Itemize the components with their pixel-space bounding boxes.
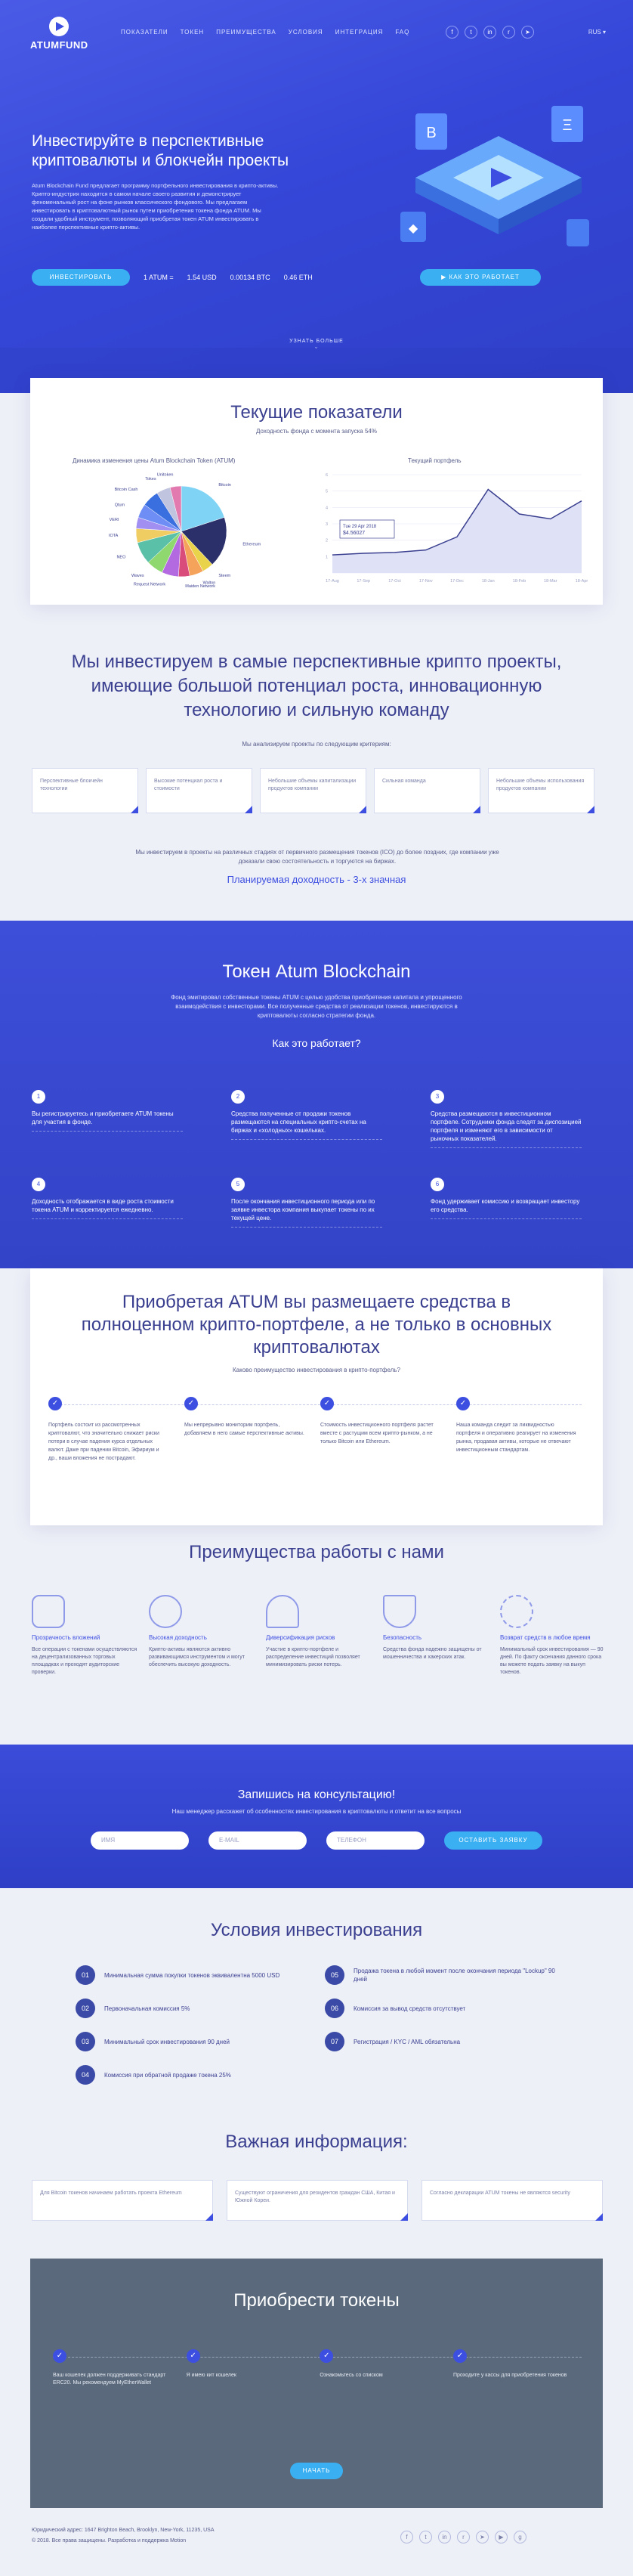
- how-it-works-button[interactable]: ▶ КАК ЭТО РАБОТАЕТ: [420, 269, 541, 286]
- criteria-card: Сильная команда: [374, 768, 480, 813]
- portfolio-card: [30, 1268, 603, 1525]
- portfolio-title: Приобретая ATUM вы размещаете средства в полноценном крипто-портфеле, а не только в основных криптовалютах: [81, 1292, 552, 1358]
- advantage-item: Прозрачность вложений Все операции с токенами осуществляются на децентрализованных торговых площадках и проходят аудиторские проверки.: [32, 1595, 137, 1677]
- step-6: 6 Фонд удерживает комиссию и возвращает инвестору его средства.: [431, 1178, 582, 1219]
- check-icon: ✓: [320, 1397, 334, 1410]
- invest-text: Мы инвестируем в проекты на различных стадиях от первичного размещения токенов (ICO) до более поздних, где компании уже доказали свою состоятельность и торгуются на биржах.: [135, 849, 499, 865]
- telegram-icon[interactable]: ➤: [476, 2531, 489, 2543]
- check-icon: ✓: [187, 2349, 200, 2363]
- pie-title: Динамика изменения цены Atum Blockchain Token (ATUM): [73, 457, 236, 464]
- criteria-card: Небольшие объемы капитализации продуктов компании: [260, 768, 366, 813]
- pie-label: Steem: [218, 573, 231, 578]
- check-icon: ✓: [453, 2349, 467, 2363]
- conditions-section: [0, 1920, 633, 2116]
- consult-subtitle: Наш менеджер расскажет об особенностях инвестирования в криптовалюты и ответит на все вопросы: [171, 1808, 462, 1815]
- pie-label: VERI: [109, 518, 119, 523]
- linkedin-icon[interactable]: in: [483, 26, 496, 39]
- consult-title: Запишись на консультацию!: [237, 1788, 396, 1801]
- condition-item: 03 Минимальный срок инвестирования 90 дней: [76, 2032, 317, 2051]
- phone-input[interactable]: ТЕЛЕФОН: [326, 1831, 425, 1850]
- bitcoin-icon: B: [426, 125, 437, 141]
- x-tick-label: 18-Jan: [481, 579, 495, 584]
- buy-title: Приобрести токены: [233, 2290, 400, 2311]
- email-input[interactable]: E-MAIL: [208, 1831, 307, 1850]
- x-tick-label: 17-Aug: [326, 579, 339, 584]
- invest-title: Мы инвестируем в самые перспективные крипто проекты, имеющие большой потенциал роста, инновационную технологию и сильную команду: [71, 652, 562, 720]
- advantage-item: Высокая доходность Крипто-активы являются активно развивающимся инструментом и могут обеспечить высокую доходность.: [149, 1595, 255, 1677]
- ethereum-icon: Ξ: [562, 117, 573, 134]
- benefit-item: ✓ Наша команда следит за ликвидностью портфеля и оперативно реагирует на изменения рынка, продавая активы, которые не отвечают инвестиционным стандартам.: [456, 1397, 577, 1463]
- step-3: 3 Средства размещаются в инвестиционном портфеле. Сотрудники фонда следят за диспозицией портфеля и изменяют его в зависимости от рыночных показателей.: [431, 1090, 582, 1148]
- buy-section: [30, 2259, 603, 2508]
- check-icon: ✓: [320, 2349, 333, 2363]
- social-links: [446, 26, 534, 39]
- line-title: Текущий портфель: [408, 457, 462, 464]
- x-tick-label: 17-Dec: [450, 579, 464, 584]
- nav-item-token[interactable]: ТОКЕН: [180, 29, 205, 36]
- important-section: [0, 2132, 633, 2245]
- buy-step: ✓ Ознакомьтесь со списком: [320, 2349, 448, 2387]
- planned-yield: Планируемая доходность - 3-х значная: [227, 874, 406, 885]
- reddit-icon[interactable]: r: [502, 26, 515, 39]
- coin-icon: ◆: [408, 222, 418, 235]
- main-nav: [121, 29, 409, 36]
- twitter-icon[interactable]: t: [419, 2531, 432, 2543]
- pie-label: Qtum: [114, 503, 125, 508]
- handshake-icon: [32, 1595, 65, 1628]
- important-item: Для Bitcoin токенов начинаем работать проекта Ethereum: [32, 2180, 213, 2221]
- step-2: 2 Средства полученные от продажи токенов размещаются на специальных крипто-счетах на биржах и «холодных» кошельках.: [231, 1090, 382, 1140]
- condition-item: 01 Минимальная сумма покупки токенов эквивалентна 5000 USD: [76, 1965, 317, 1985]
- portfolio-benefits: [48, 1397, 577, 1463]
- nav-item-conditions[interactable]: УСЛОВИЯ: [288, 29, 323, 36]
- y-tick-label: 5: [325, 489, 328, 494]
- y-tick-label: 4: [325, 506, 328, 511]
- pie-label: Unitoken: [156, 472, 174, 478]
- portfolio-subtitle: Каково преимущество инвестирования в крипто-портфель?: [233, 1367, 400, 1373]
- umbrella-icon: [266, 1595, 299, 1628]
- nav-item-faq[interactable]: FAQ: [395, 29, 410, 36]
- x-tick-label: 17-Nov: [418, 579, 433, 584]
- x-tick-label: 18-Feb: [512, 579, 526, 584]
- price-usd: 1.54 USD: [187, 274, 217, 281]
- moneybag-icon: [149, 1595, 182, 1628]
- pie-label: Waves: [131, 573, 144, 578]
- facebook-icon[interactable]: f: [446, 26, 459, 39]
- important-item: Существуют ограничения для резидентов граждан США, Китая и Южной Кореи.: [227, 2180, 408, 2221]
- logo[interactable]: ATUMFUND: [30, 17, 88, 51]
- invest-subtitle: Мы анализируем проекты по следующим критериям:: [242, 741, 391, 748]
- price-btc: 0.00134 BTC: [230, 274, 270, 281]
- reddit-icon[interactable]: r: [457, 2531, 470, 2543]
- conditions-title: Условия инвестирования: [210, 1920, 423, 1940]
- portfolio-pie-chart: [60, 467, 302, 596]
- x-tick-label: 18-Mar: [544, 579, 557, 584]
- pie-label: Walton: [202, 581, 216, 586]
- stats-card: [30, 378, 603, 605]
- price-eth: 0.46 ETH: [283, 274, 313, 281]
- nav-item-stats[interactable]: ПОКАЗАТЕЛИ: [121, 29, 168, 36]
- advantages-section: [0, 1542, 633, 1738]
- important-title: Важная информация:: [225, 2132, 408, 2152]
- pie-label: Bitcoin Cash: [114, 488, 138, 493]
- criteria-card: Высокие потенциал роста и стоимости: [146, 768, 252, 813]
- y-tick-label: 1: [325, 555, 328, 560]
- token-price: [144, 274, 313, 281]
- check-icon: ✓: [184, 1397, 198, 1410]
- check-icon: ✓: [456, 1397, 470, 1410]
- advantage-item: Диверсификация рисков Участие в крипто-портфеле и распределение инвестиций позволяет минимизировать риски потерь.: [266, 1595, 372, 1677]
- consultation-section: [0, 1745, 633, 1888]
- benefit-item: ✓ Портфель состоит из рассмотренных криптовалют, что значительно снижает риски потери в случае падения курса отдельных валют. Даже при падении Bitcoin, Эфириум и др., ваши вложения не пострадают.: [48, 1397, 169, 1463]
- footer-social: [400, 2531, 526, 2543]
- condition-item: 05 Продажа токена в любой момент после окончания периода "Lockup" 90 дней: [325, 1965, 567, 1985]
- advantage-item: Возврат средств в любое время Минимальный срок инвестирования — 90 дней. По факту окончания данного срока вы можете подать заявку на выкуп токенов.: [500, 1595, 606, 1677]
- hero-title: Инвестируйте в перспективные криптовалюты и блокчейн проекты: [32, 132, 289, 169]
- chevron-down-icon: ⌄: [313, 345, 320, 350]
- pie-label: NEO: [116, 555, 126, 560]
- criteria-list: [32, 768, 594, 813]
- facebook-icon[interactable]: f: [400, 2531, 413, 2543]
- pie-label: Maiden Network: [185, 584, 216, 589]
- stats-title: Текущие показатели: [230, 402, 403, 423]
- footer-address: Юридический адрес: 1647 Brighton Beach, Brooklyn, New-York, 11235, USA: [32, 2528, 215, 2533]
- pie-label: Request Network: [133, 582, 166, 587]
- x-tick-label: 17-Oct: [388, 579, 401, 584]
- pie-label: Bitcoin: [218, 483, 231, 488]
- github-icon[interactable]: g: [514, 2531, 526, 2543]
- hero-text: Atum Blockchain Fund предлагает программу портфельного инвестирования в крипто-активы. Крипто-индустрия находится в самом начале своего развития и демонстрирует феноменальный рост на фоне рынков классического фондового. Мы предлагаем инвестировать в криптовалютный рынок путем приобретения токена фонда ATUM. Мы создали удобный инструмент, позволяющий приобретая токен ATUM инвестировать в наиболее перспективные крипто-активы.: [32, 182, 279, 231]
- important-list: [32, 2180, 603, 2221]
- buy-steps: [53, 2349, 582, 2387]
- tooltip-date: Tue 29 Apr 2018: [343, 525, 377, 529]
- pie-label: Tokes: [145, 477, 156, 482]
- token-title: Токен Atum Blockchain: [222, 961, 411, 982]
- condition-item: 06 Комиссия за вывод средств отсутствует: [325, 1999, 567, 2018]
- token-text: Фонд эмитировал собственные токены ATUM с целью удобства приобретения капитала и упрощенного взаимодействия с инвесторами. Все полученные средства от реализации токенов, инвестируются в криптовалюты согласно стратегии фонда.: [171, 994, 462, 1019]
- criteria-card: Перспективные блокчейн технологии: [32, 768, 138, 813]
- twitter-icon[interactable]: t: [465, 26, 477, 39]
- telegram-icon[interactable]: ➤: [521, 26, 534, 39]
- stats-subtitle: Доходность фонда с момента запуска 54%: [256, 428, 377, 435]
- price-line-chart: [310, 467, 597, 596]
- pie-label: IOTA: [108, 533, 119, 538]
- buy-step: ✓ Ваш кошелек должен поддерживать стандарт ERC20. Мы рекомендуем MyEtherWallet: [53, 2349, 181, 2387]
- benefit-item: ✓ Мы непрерывно мониторим портфель, добавляем в него самые перспективные активы.: [184, 1397, 305, 1463]
- condition-item: 07 Регистрация / KYC / AML обязательна: [325, 2032, 567, 2051]
- nav-item-integration[interactable]: ИНТЕГРАЦИЯ: [335, 29, 384, 36]
- shield-icon: [383, 1595, 416, 1628]
- price-label: 1 ATUM =: [144, 274, 174, 281]
- footer-copyright: © 2018. Все права защищены. Разработка и поддержка Motion: [32, 2538, 187, 2543]
- advantages-title: Преимущества работы с нами: [189, 1542, 444, 1562]
- y-tick-label: 3: [325, 522, 328, 527]
- advantage-item: Безопасность Средства фонда надежно защищены от мошенничества и хакерских атак.: [383, 1595, 489, 1677]
- advantages-list: [32, 1595, 606, 1677]
- invest-section: [0, 650, 633, 748]
- conditions-left: [76, 1965, 317, 2085]
- buy-step: ✓ Я имею кит кошелек: [187, 2349, 315, 2387]
- how-title: Как это работает?: [272, 1037, 361, 1049]
- youtube-icon[interactable]: ▶: [495, 2531, 508, 2543]
- step-5: 5 После окончания инвестиционного периода или по заявке инвестора компания выкупает токены по их текущей цене.: [231, 1178, 382, 1228]
- submit-request-button[interactable]: ОСТАВИТЬ ЗАЯВКУ: [444, 1831, 542, 1850]
- tooltip-value: $4.56027: [343, 531, 366, 536]
- condition-item: 02 Первоначальная комиссия 5%: [76, 1999, 317, 2018]
- y-tick-label: 2: [325, 538, 328, 543]
- pie-label: Ethereum: [242, 542, 261, 547]
- important-item: Согласно декларации ATUM токены не являются security: [421, 2180, 603, 2221]
- name-input[interactable]: ИМЯ: [91, 1831, 189, 1850]
- learn-more-link[interactable]: УЗНАТЬ БОЛЬШЕ ⌄: [289, 339, 344, 350]
- nav-item-advantages[interactable]: ПРЕИМУЩЕСТВА: [216, 29, 276, 36]
- buy-step: ✓ Проходите у кассы для приобретения токенов: [453, 2349, 582, 2387]
- conditions-right: [325, 1965, 567, 2051]
- logo-icon: [49, 17, 69, 36]
- isometric-illustration: [393, 83, 604, 272]
- y-tick-label: 6: [325, 473, 328, 478]
- token-section: [0, 921, 633, 1268]
- step-4: 4 Доходность отображается в виде роста стоимости токена ATUM и корректируется ежедневно.: [32, 1178, 183, 1219]
- step-1: 1 Вы регистрируетесь и приобретаете ATUM токены для участия в фонде.: [32, 1090, 183, 1132]
- hero-section: [0, 0, 633, 393]
- invest-button[interactable]: ИНВЕСТИРОВАТЬ: [32, 269, 130, 286]
- x-tick-label: 18-Apr: [575, 579, 588, 584]
- check-icon: ✓: [48, 1397, 62, 1410]
- footer: [0, 2508, 633, 2576]
- language-select[interactable]: RUS ▾: [588, 29, 606, 36]
- refresh-icon: [500, 1595, 533, 1628]
- linkedin-icon[interactable]: in: [438, 2531, 451, 2543]
- start-button[interactable]: НАЧАТЬ: [290, 2463, 343, 2479]
- check-icon: ✓: [53, 2349, 66, 2363]
- condition-item: 04 Комиссия при обратной продаже токена 25%: [76, 2065, 317, 2085]
- x-tick-label: 17-Sep: [357, 579, 371, 584]
- benefit-item: ✓ Стоимость инвестиционного портфеля растет вместе с растущим всем крипто-рынком, а не только Bitcoin или Ethereum.: [320, 1397, 441, 1463]
- criteria-card: Небольшие объемы использования продуктов компании: [488, 768, 594, 813]
